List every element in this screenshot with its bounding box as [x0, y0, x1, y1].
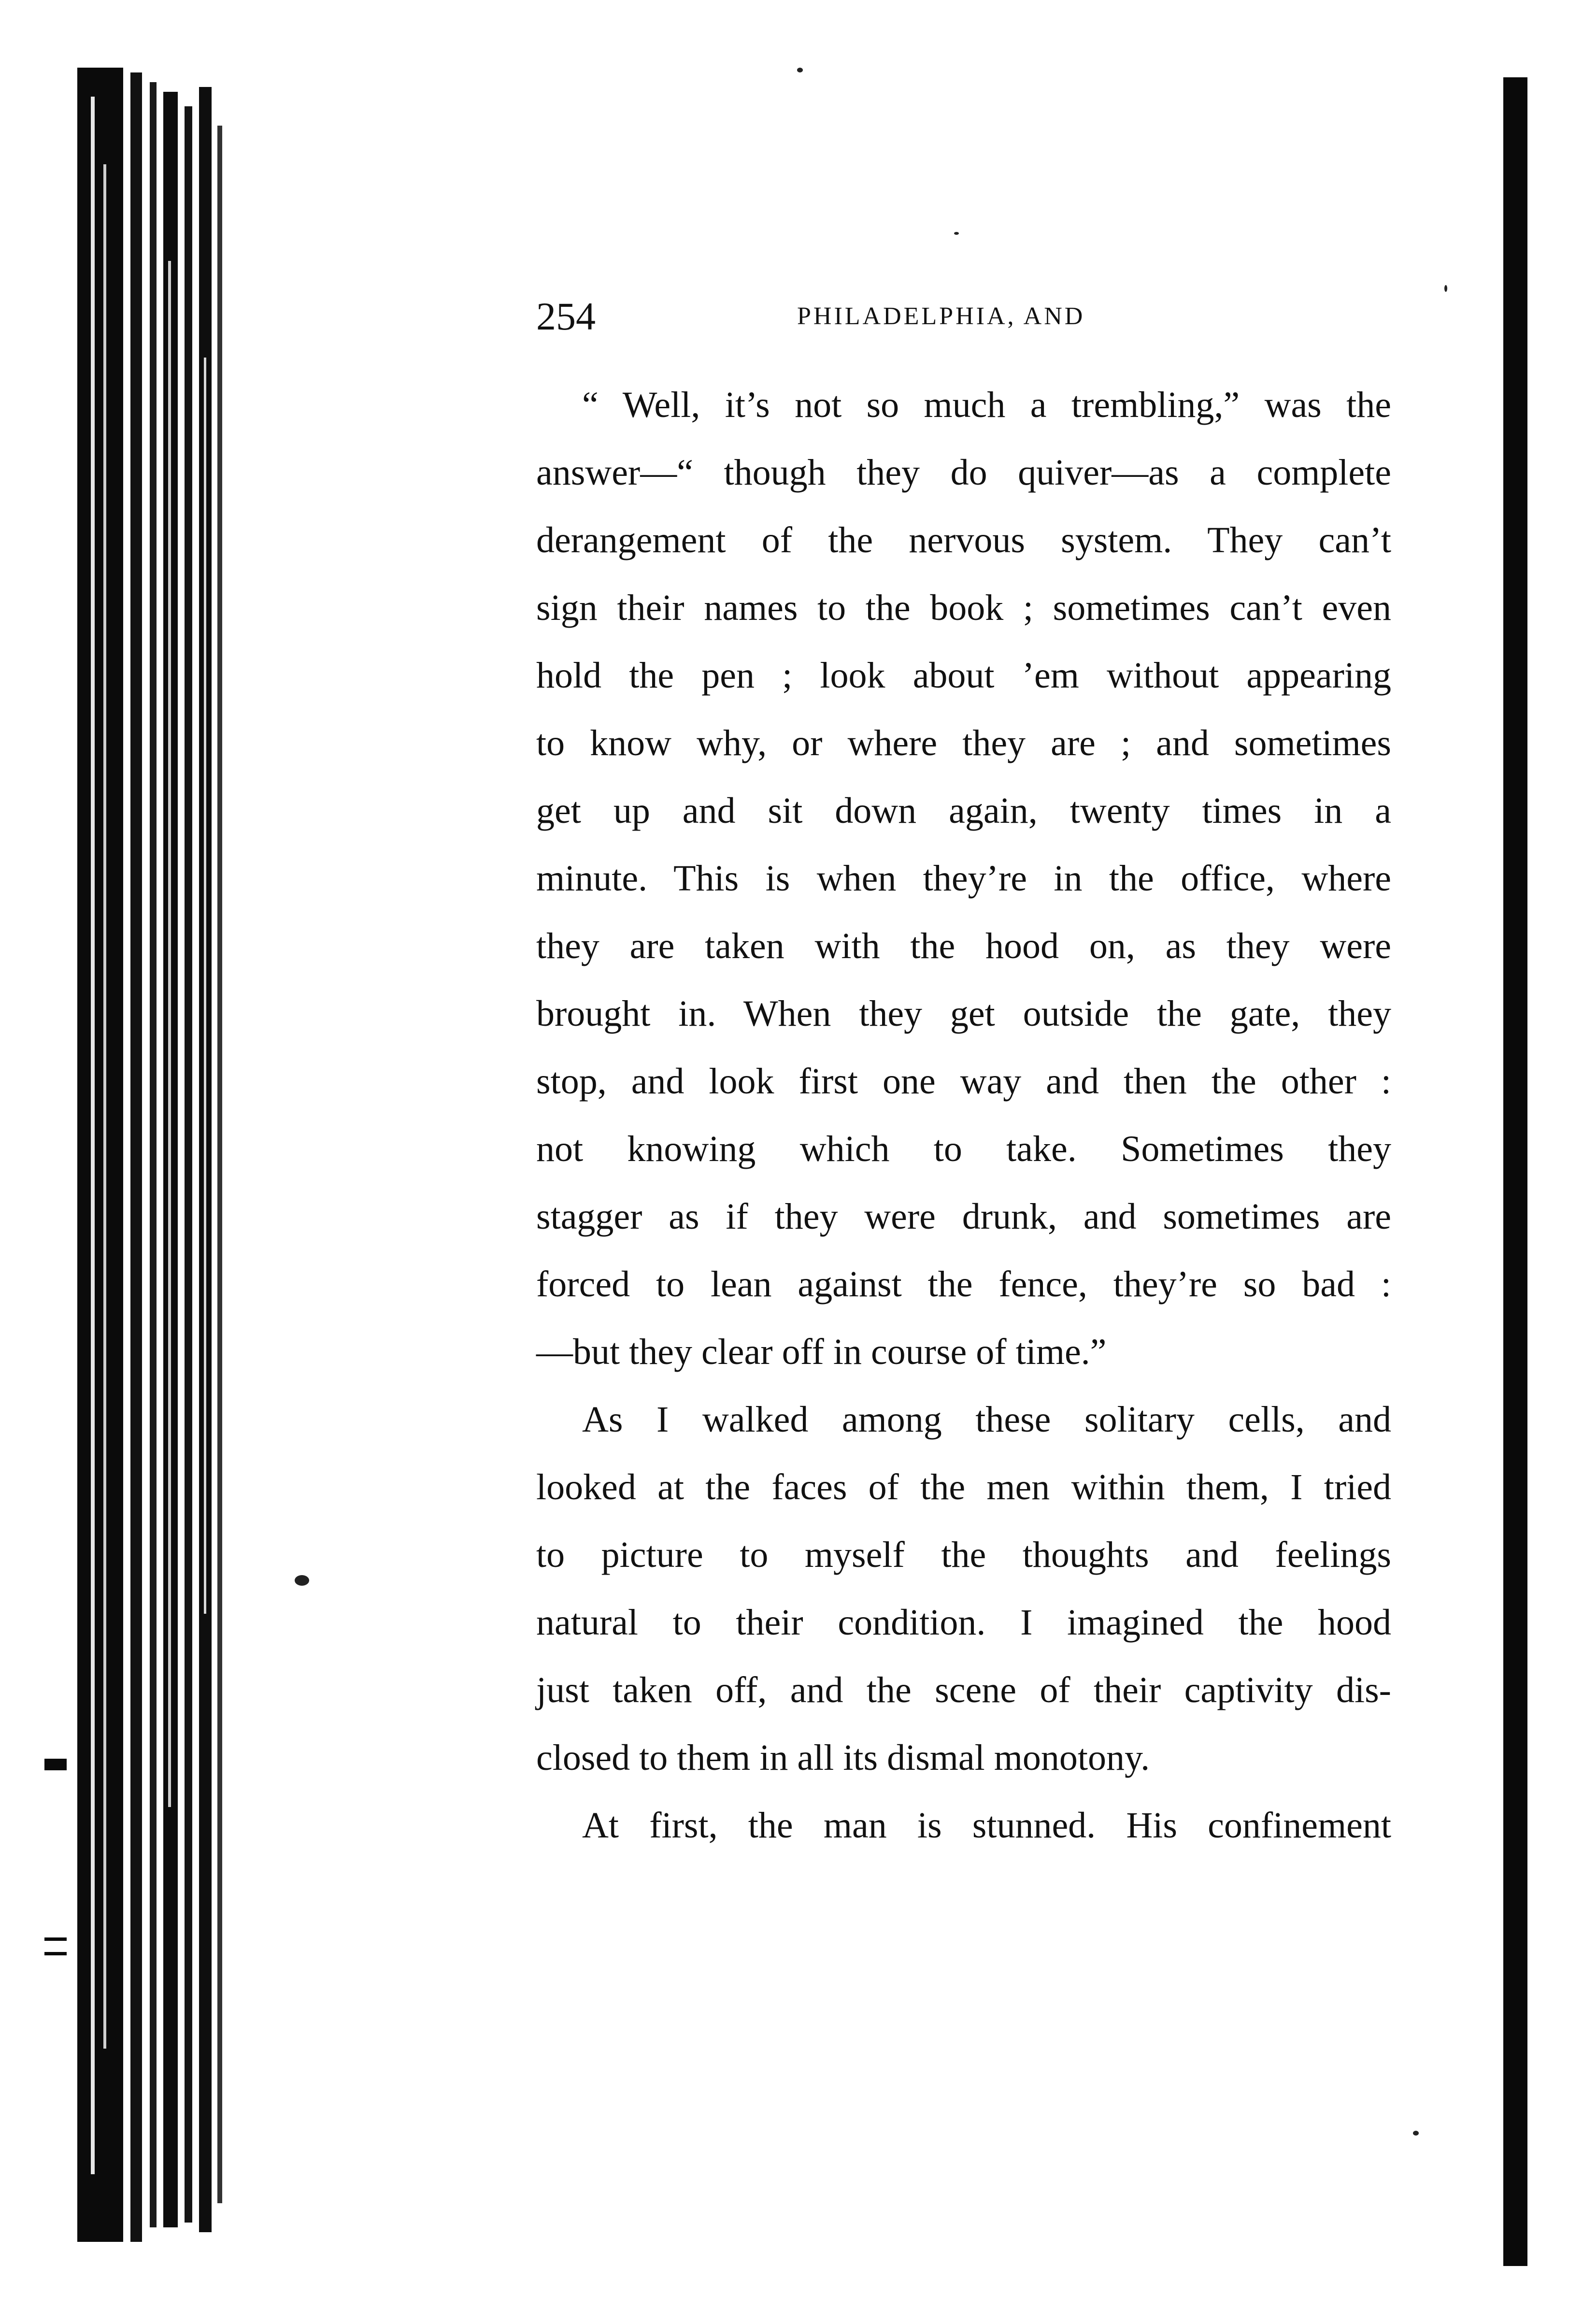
text-line: brought in. When they get outside the gate, they	[536, 993, 1391, 1034]
text-line: stagger as if they were drunk, and sometimes are	[536, 1196, 1391, 1237]
text-line: looked at the faces of the men within them, I tried	[536, 1467, 1391, 1507]
margin-mark	[44, 1952, 67, 1955]
text-line: As I walked among these solitary cells, and	[582, 1399, 1391, 1440]
binding-edge	[72, 68, 232, 2242]
text-line: answer—“ though they do quiver—as a complete	[536, 452, 1391, 493]
running-head: PHILADELPHIA, AND	[797, 302, 1085, 330]
text-line: just taken off, and the scene of their captivity dis-	[536, 1670, 1391, 1710]
text-line: hold the pen ; look about ’em without appearing	[536, 655, 1391, 696]
scan-speck	[295, 1575, 309, 1586]
text-line: closed to them in all its dismal monotony.	[536, 1737, 1150, 1778]
text-line: to know why, or where they are ; and sometimes	[536, 723, 1391, 763]
text-line: “ Well, it’s not so much a trembling,” was the	[582, 385, 1391, 425]
text-line: to picture to myself the thoughts and feelings	[536, 1535, 1391, 1575]
page-edge-bar	[1503, 77, 1527, 2266]
text-line: natural to their condition. I imagined the hood	[536, 1602, 1391, 1643]
text-line: minute. This is when they’re in the office, where	[536, 858, 1391, 899]
text-line: stop, and look first one way and then the other :	[536, 1061, 1391, 1102]
page-number: 254	[536, 294, 596, 338]
scan-speck	[954, 232, 959, 235]
text-line: derangement of the nervous system. They can’t	[536, 520, 1391, 560]
scan-speck	[1413, 2131, 1419, 2136]
text-line: —but they clear off in course of time.”	[536, 1332, 1107, 1372]
text-line: not knowing which to take. Sometimes they	[536, 1129, 1391, 1169]
text-line: At first, the man is stunned. His confinement	[582, 1805, 1391, 1846]
text-line: they are taken with the hood on, as they were	[536, 926, 1391, 966]
text-line: forced to lean against the fence, they’re so bad :	[536, 1264, 1391, 1305]
body-text	[536, 371, 1391, 1859]
text-line: sign their names to the book ; sometimes can’t even	[536, 588, 1391, 628]
margin-mark	[44, 1937, 67, 1941]
scan-speck	[1444, 285, 1447, 292]
page-header	[536, 290, 1406, 343]
scan-speck	[797, 68, 803, 72]
text-line: get up and sit down again, twenty times in a	[536, 790, 1391, 831]
margin-mark	[44, 1759, 67, 1770]
